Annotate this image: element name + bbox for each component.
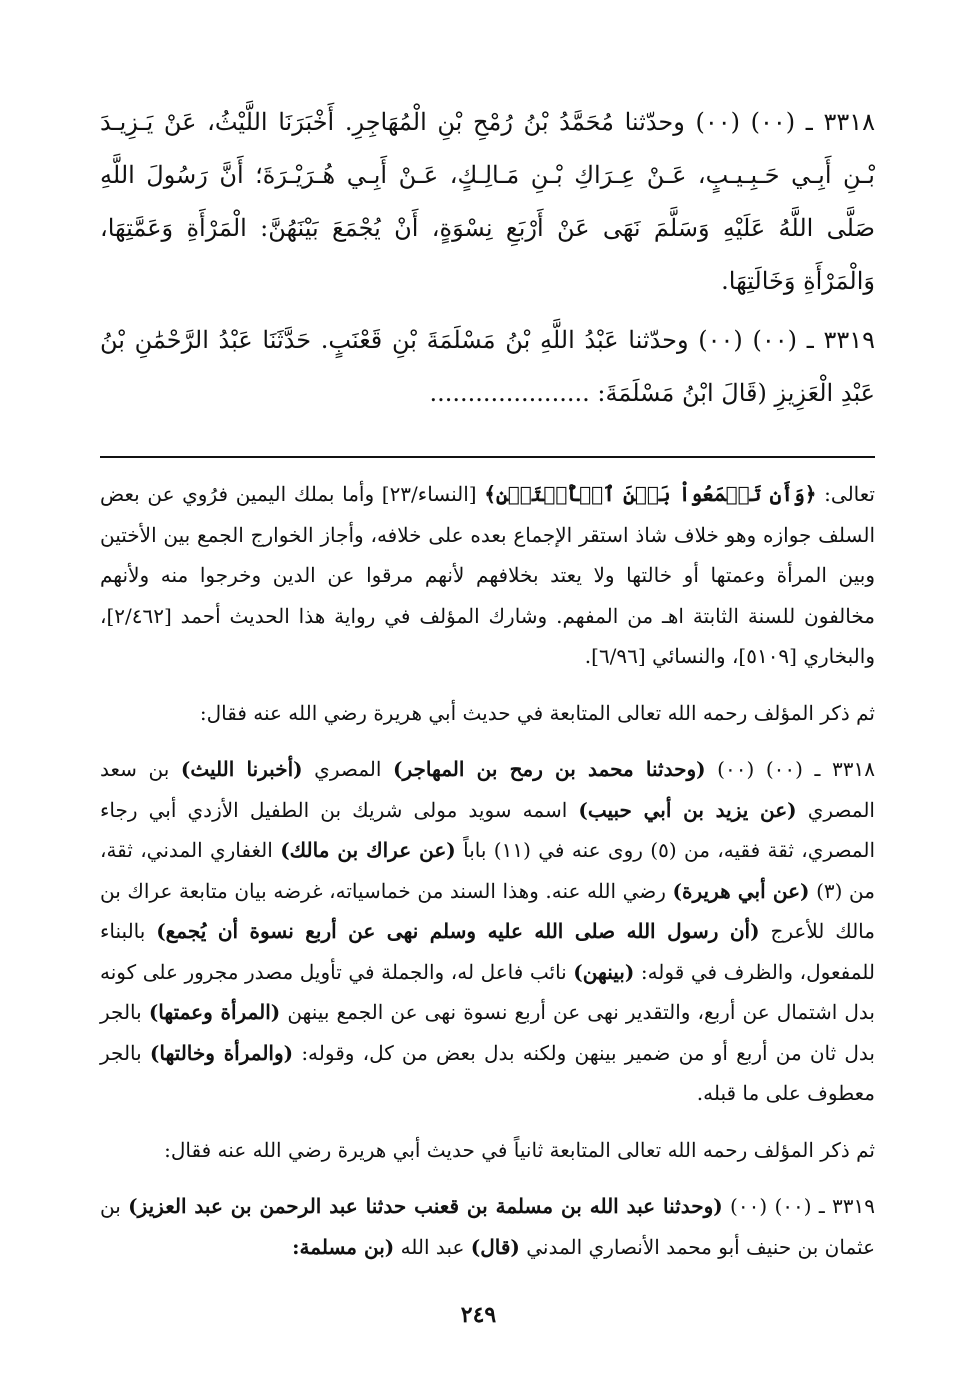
hadith-3318-text	[100, 96, 875, 308]
text-segment: عبد الله	[394, 1234, 471, 1259]
text-segment: ثم ذكر المؤلف رحمه الله تعالى المتابعة ثانياً في حديث أبي هريرة رضي الله عنه فقال:	[164, 1137, 875, 1162]
bold-segment: (عن أبي هريرة)	[672, 878, 810, 903]
text-segment: بالجر معطوف على ما قبله.	[100, 1040, 875, 1105]
text-segment: بالبناء للمفعول، والظرف في قوله:	[100, 919, 876, 984]
hadith-3318: ٣٣١٨ ـ (٠٠) (٠٠) وحدّثنا مُحَمَّدُ بْنُ رُمْحِ بْنِ الْمُهَاجِرِ. أَخْبَرَنَا اللَّيْثُ، عَنْ يَـزِيـدَ بْـنِ أَبِـي حَـبِـيـبٍ، عَـنْ عِـرَاكِ بْـنِ مَـالِـكٍ، عَـنْ أَبِـي هُـرَيْـرَةَ؛ أَنَّ رَسُولَ اللَّهِ صَلَّى اللَّهُ عَلَيْهِ وَسَلَّمَ نَهَى عَنْ أَرْبَعِ نِسْوَةٍ، أَنْ يُجْمَعَ بَيْنَهُنَّ: الْمَرْأَةِ وَعَمَّتِهَا، وَالْمَرْأَةِ وَخَالَتِهَا.	[100, 108, 875, 295]
quran-verse: ﴿وَأَن تَجۡمَعُواْ بَيۡنَ ٱلۡأُخۡتَيۡنِ﴾	[484, 482, 817, 506]
text-segment: ٣٣١٨ ـ (٠٠) (٠٠)	[705, 757, 875, 781]
bold-segment: (والمرأة وخالتها)	[149, 1040, 294, 1065]
bold-segment: (أن رسول الله صلى الله عليه وسلم نهى عن أربع نسوة أن يُجمع)	[156, 919, 760, 943]
text-segment: ٣٣١٩ ـ (٠٠) (٠٠)	[722, 1194, 875, 1218]
commentary-paragraph-2	[100, 693, 875, 734]
bold-segment: (المرأة وعمتها)	[148, 1000, 281, 1024]
text-segment: الغفاري المدني، ثقة، من (٣)	[100, 838, 875, 903]
bold-segment: (وحدثنا محمد بن رمح بن المهاجر)	[393, 757, 706, 781]
text-segment: رضي الله عنه. وهذا السند من خماسياته، غرضه بيان متابعة عراك بن مالك للأعرج	[100, 878, 875, 943]
bold-segment: (وحدثنا عبد الله بن مسلمة بن قعنب حدثنا عبد الرحمن بن عبد العزيز)	[128, 1194, 723, 1218]
text-segment: [النساء/٢٣] وأما بملك اليمين فرُوي عن بعض السلف جوازه وهو خلاف شاذ استقر الإجماع بعده على خلافه، وأجاز الخوارج الجمع بين الأختين وبين المرأة وعمتها أو خالتها ولا يعتد بخلافهم لأنهم مرقوا عن الدين وخرجوا منه ولأنهم مخالفون للسنة الثابتة اهـ من المفهم. وشارك المؤلف في رواية هذا الحديث أحمد [٢/٤٦٢]، والبخاري [٥١٠٩]، والنسائي [٦/٩٦].	[100, 482, 875, 668]
page-content	[100, 96, 875, 1267]
bold-segment: (أخبرنا الليث)	[180, 757, 303, 781]
text-segment: تعالى:	[816, 482, 875, 506]
commentary-paragraph-3	[100, 749, 875, 1114]
text-segment: بالجر بدل ثان من أربع أو من ضمير بينهن ولكنه بدل بعض من كل، وقوله:	[100, 1000, 875, 1065]
text-segment: ثم ذكر المؤلف رحمه الله تعالى المتابعة في حديث أبي هريرة رضي الله عنه فقال:	[199, 700, 875, 725]
bold-segment: (بن مسلمة:	[292, 1234, 395, 1259]
text-segment: اسمه سويد مولى شريك بن الطفيل الأزدي أبي رجاء المصري، ثقة فقيه، من (٥) روى عنه في (١١) باباً	[100, 797, 876, 862]
ellipsis-dots: .....................	[429, 379, 590, 407]
bold-segment: (عن يزيد بن أبي حبيب)	[578, 797, 797, 822]
page-number: ٢٤٩	[460, 1302, 497, 1328]
bold-segment: (عن عراك بن مالك)	[280, 838, 456, 862]
commentary-paragraph-1	[100, 474, 875, 677]
hadith-3319-text	[100, 314, 875, 420]
bold-segment: (بينهن)	[573, 959, 635, 984]
text-segment: المصري	[302, 757, 394, 781]
text-segment: نائب فاعل له، والجملة في تأويل مصدر مجرور على كونه بدل اشتمال عن أربع، والتقدير نهى عن أربع نسوة نهى عن الجمع بينهن	[100, 959, 875, 1024]
bold-segment: (قال)	[470, 1234, 520, 1259]
text-segment: بن عثمان بن حنيف أبو محمد الأنصاري المدني	[100, 1194, 875, 1259]
footnote-divider	[100, 456, 875, 458]
text-segment: بن سعد المصري	[100, 757, 875, 822]
hadith-3319: ٣٣١٩ ـ (٠٠) (٠٠) وحدّثنا عَبْدُ اللَّهِ بْنُ مَسْلَمَةَ بْنِ قَعْنَبٍ. حَدَّثَنَا عَبْدُ الرَّحْمَٰنِ بْنُ عَبْدِ الْعَزِيزِ (قَالَ ابْنُ مَسْلَمَةَ:	[100, 326, 876, 407]
commentary-paragraph-4	[100, 1130, 875, 1171]
commentary-paragraph-5	[100, 1186, 875, 1267]
